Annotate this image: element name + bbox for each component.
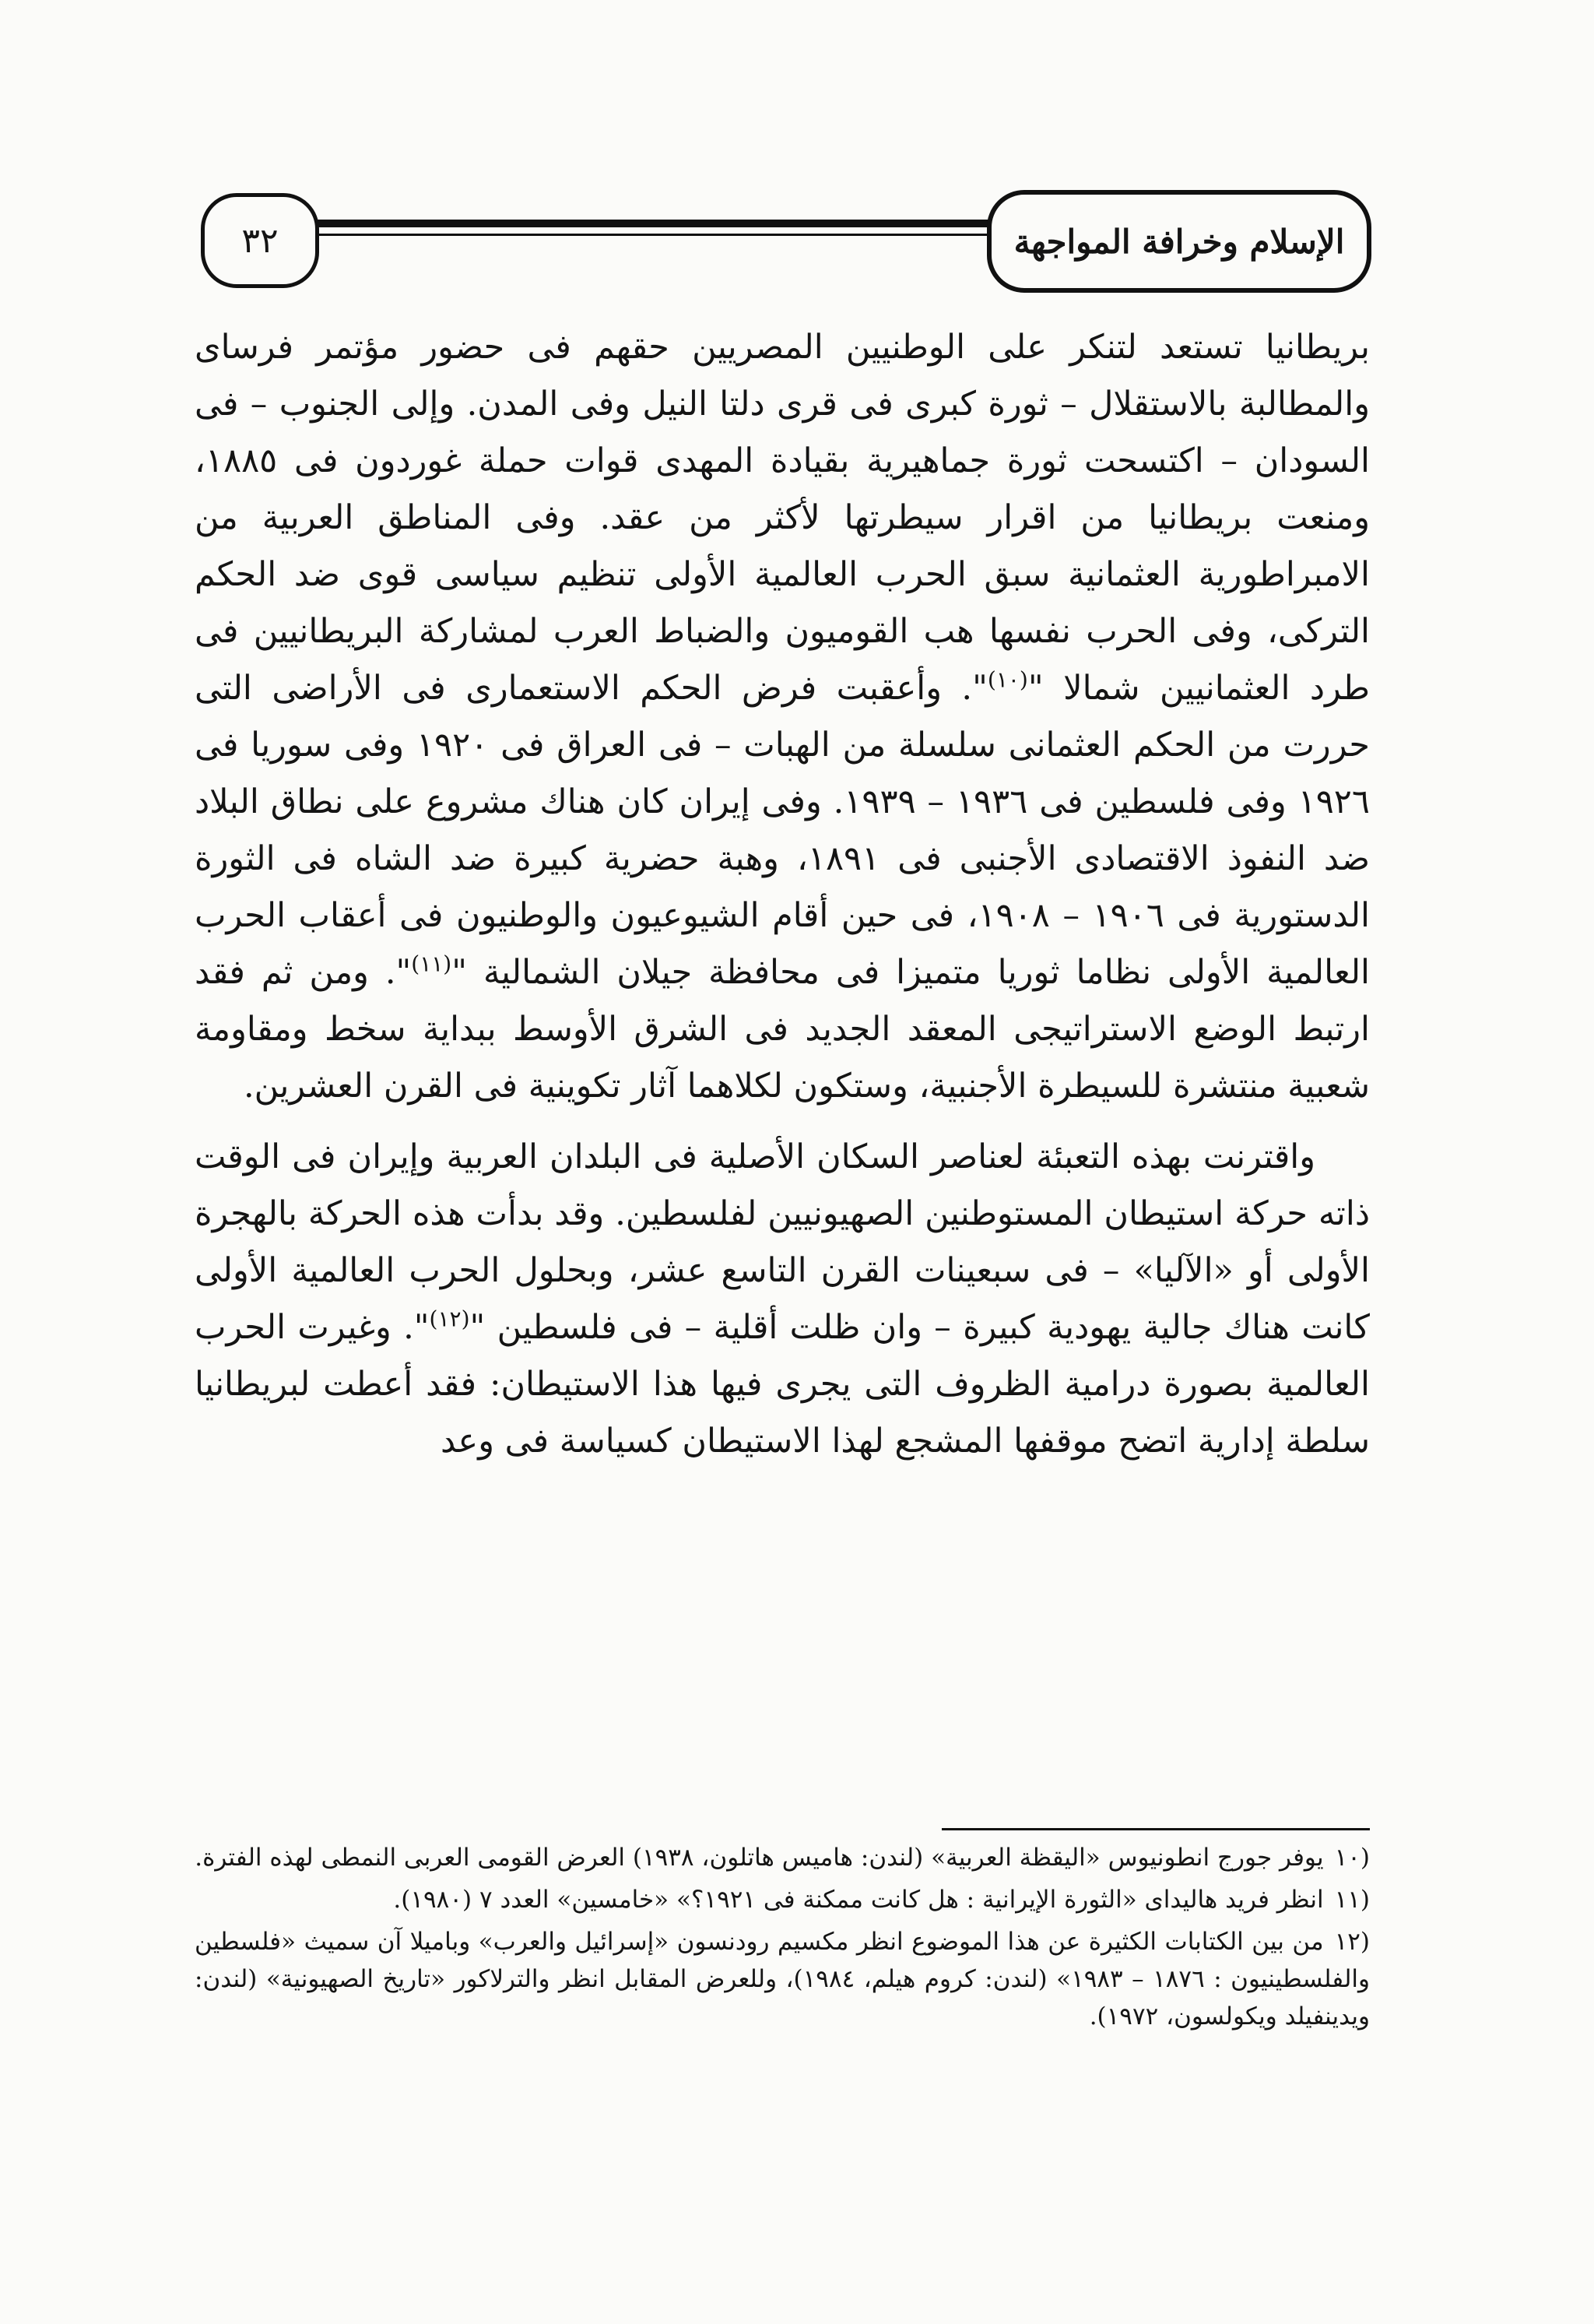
- paragraph-2: [195, 1129, 1370, 1470]
- header-rule-thin: [318, 234, 988, 236]
- footnote-number: (١٢: [1334, 1928, 1370, 1956]
- footnote-12: [195, 1923, 1370, 2035]
- page-number: ٣٢: [201, 193, 319, 288]
- header-rule-thick: [318, 220, 988, 227]
- footnote-10: [195, 1839, 1370, 1876]
- footnote-number: (١١: [1334, 1886, 1370, 1914]
- paragraph-1-text-a: بريطانيا تستعد لتنكر على الوطنيين المصريين حقهم فى حضور مؤتمر فرساى والمطالبة بالاستقلال – ثورة كبرى فى قرى دلتا النيل وفى المدن. وإلى الجنوب – فى السودان – اكتسحت ثورة جماهيرية بقيادة المهدى قوات حملة غوردون فى ١٨٨٥، ومنعت بريطانيا من اقرار سيطرتها لأكثر من عقد. وفى المناطق العربية من الامبراطورية العثمانية سبق الحرب العالمية الأولى تنظيم سياسى قوى ضد الحكم التركى، وفى الحرب نفسها هب القوميون والضباط العرب لمشاركة البريطانيين فى طرد العثمانيين شمالا ": [195, 328, 1370, 708]
- main-text: [195, 319, 1370, 1470]
- footnote-number: (١٠: [1334, 1844, 1370, 1872]
- footnote-ref-10: (١٠): [987, 666, 1028, 693]
- footnote-separator: [942, 1828, 1370, 1830]
- paragraph-1-text-b: ". وأعقبت فرض الحكم الاستعمارى فى الأراضى التى حررت من الحكم العثمانى سلسلة من الهبات – فى العراق فى ١٩٢٠ وفى سوريا فى ١٩٢٦ وفى فلسطين فى ١٩٣٦ – ١٩٣٩. وفى إيران كان هناك مشروع على نطاق البلاد ضد النفوذ الاقتصادى الأجنبى فى ١٨٩١، وهبة حضرية كبيرة ضد الشاه فى الثورة الدستورية فى ١٩٠٦ – ١٩٠٨، فى حين أقام الشيوعيون والوطنيون فى أعقاب الحرب العالمية الأولى نظاما ثوريا متميزا فى محافظة جيلان الشمالية ": [195, 669, 1371, 992]
- paragraph-2-text-a: واقترنت بهذه التعبئة لعناصر السكان الأصلية فى البلدان العربية وإيران فى الوقت ذاته حركة استيطان المستوطنين الصهيونيين لفلسطين. وقد بدأت هذه الحركة بالهجرة الأولى أو «الآليا» – فى سبعينات القرن التاسع عشر، وبحلول الحرب العالمية الأولى كانت هناك جالية يهودية كبيرة – وان ظلت أقلية – فى فلسطين ": [195, 1137, 1371, 1347]
- footnote-text: انظر فريد هاليداى «الثورة الإيرانية : هل كانت ممكنة فى ١٩٢١؟» «خامسين» العدد ٧ (١٩٨٠).: [393, 1886, 1324, 1914]
- page-header: [0, 0, 1594, 327]
- footnote-text: من بين الكتابات الكثيرة عن هذا الموضوع انظر مكسيم رودنسون «إسرائيل والعرب» وباميلا آن سميث «فلسطين والفلسطينيون : ١٨٧٦ – ١٩٨٣» (لندن: كروم هيلم، ١٩٨٤)، وللعرض المقابل انظر والترلاكور «تاريخ الصهيونية» (لندن: ويدينفيلد ويكولسون، ١٩٧٢).: [195, 1928, 1371, 2030]
- paragraph-2-text-b: ". وغيرت الحرب العالمية بصورة درامية الظروف التى يجرى فيها هذا الاستيطان: فقد أعطت لبريطانيا سلطة إدارية اتضح موقفها المشجع لهذا الاستيطان كسياسة فى وعد: [195, 1308, 1370, 1461]
- footnote-text: يوفر جورج انطونيوس «اليقظة العربية» (لندن: هاميس هاتلون، ١٩٣٨) العرض القومى العربى النمطى لهذه الفترة.: [195, 1844, 1324, 1872]
- footnote-ref-11: (١١): [411, 951, 452, 977]
- footnotes: [195, 1839, 1370, 2040]
- running-title: الإسلام وخرافة المواجهة: [987, 190, 1371, 293]
- footnote-ref-12: (١٢): [429, 1306, 470, 1332]
- footnote-11: [195, 1881, 1370, 1918]
- paragraph-1-text-c: ". ومن ثم فقد ارتبط الوضع الاستراتيجى المعقد الجديد فى الشرق الأوسط ببداية سخط ومقاومة شعبية منتشرة للسيطرة الأجنبية، وستكون لكلاهما آثار تكوينية فى القرن العشرين.: [195, 953, 1370, 1106]
- paragraph-1: [195, 319, 1370, 1115]
